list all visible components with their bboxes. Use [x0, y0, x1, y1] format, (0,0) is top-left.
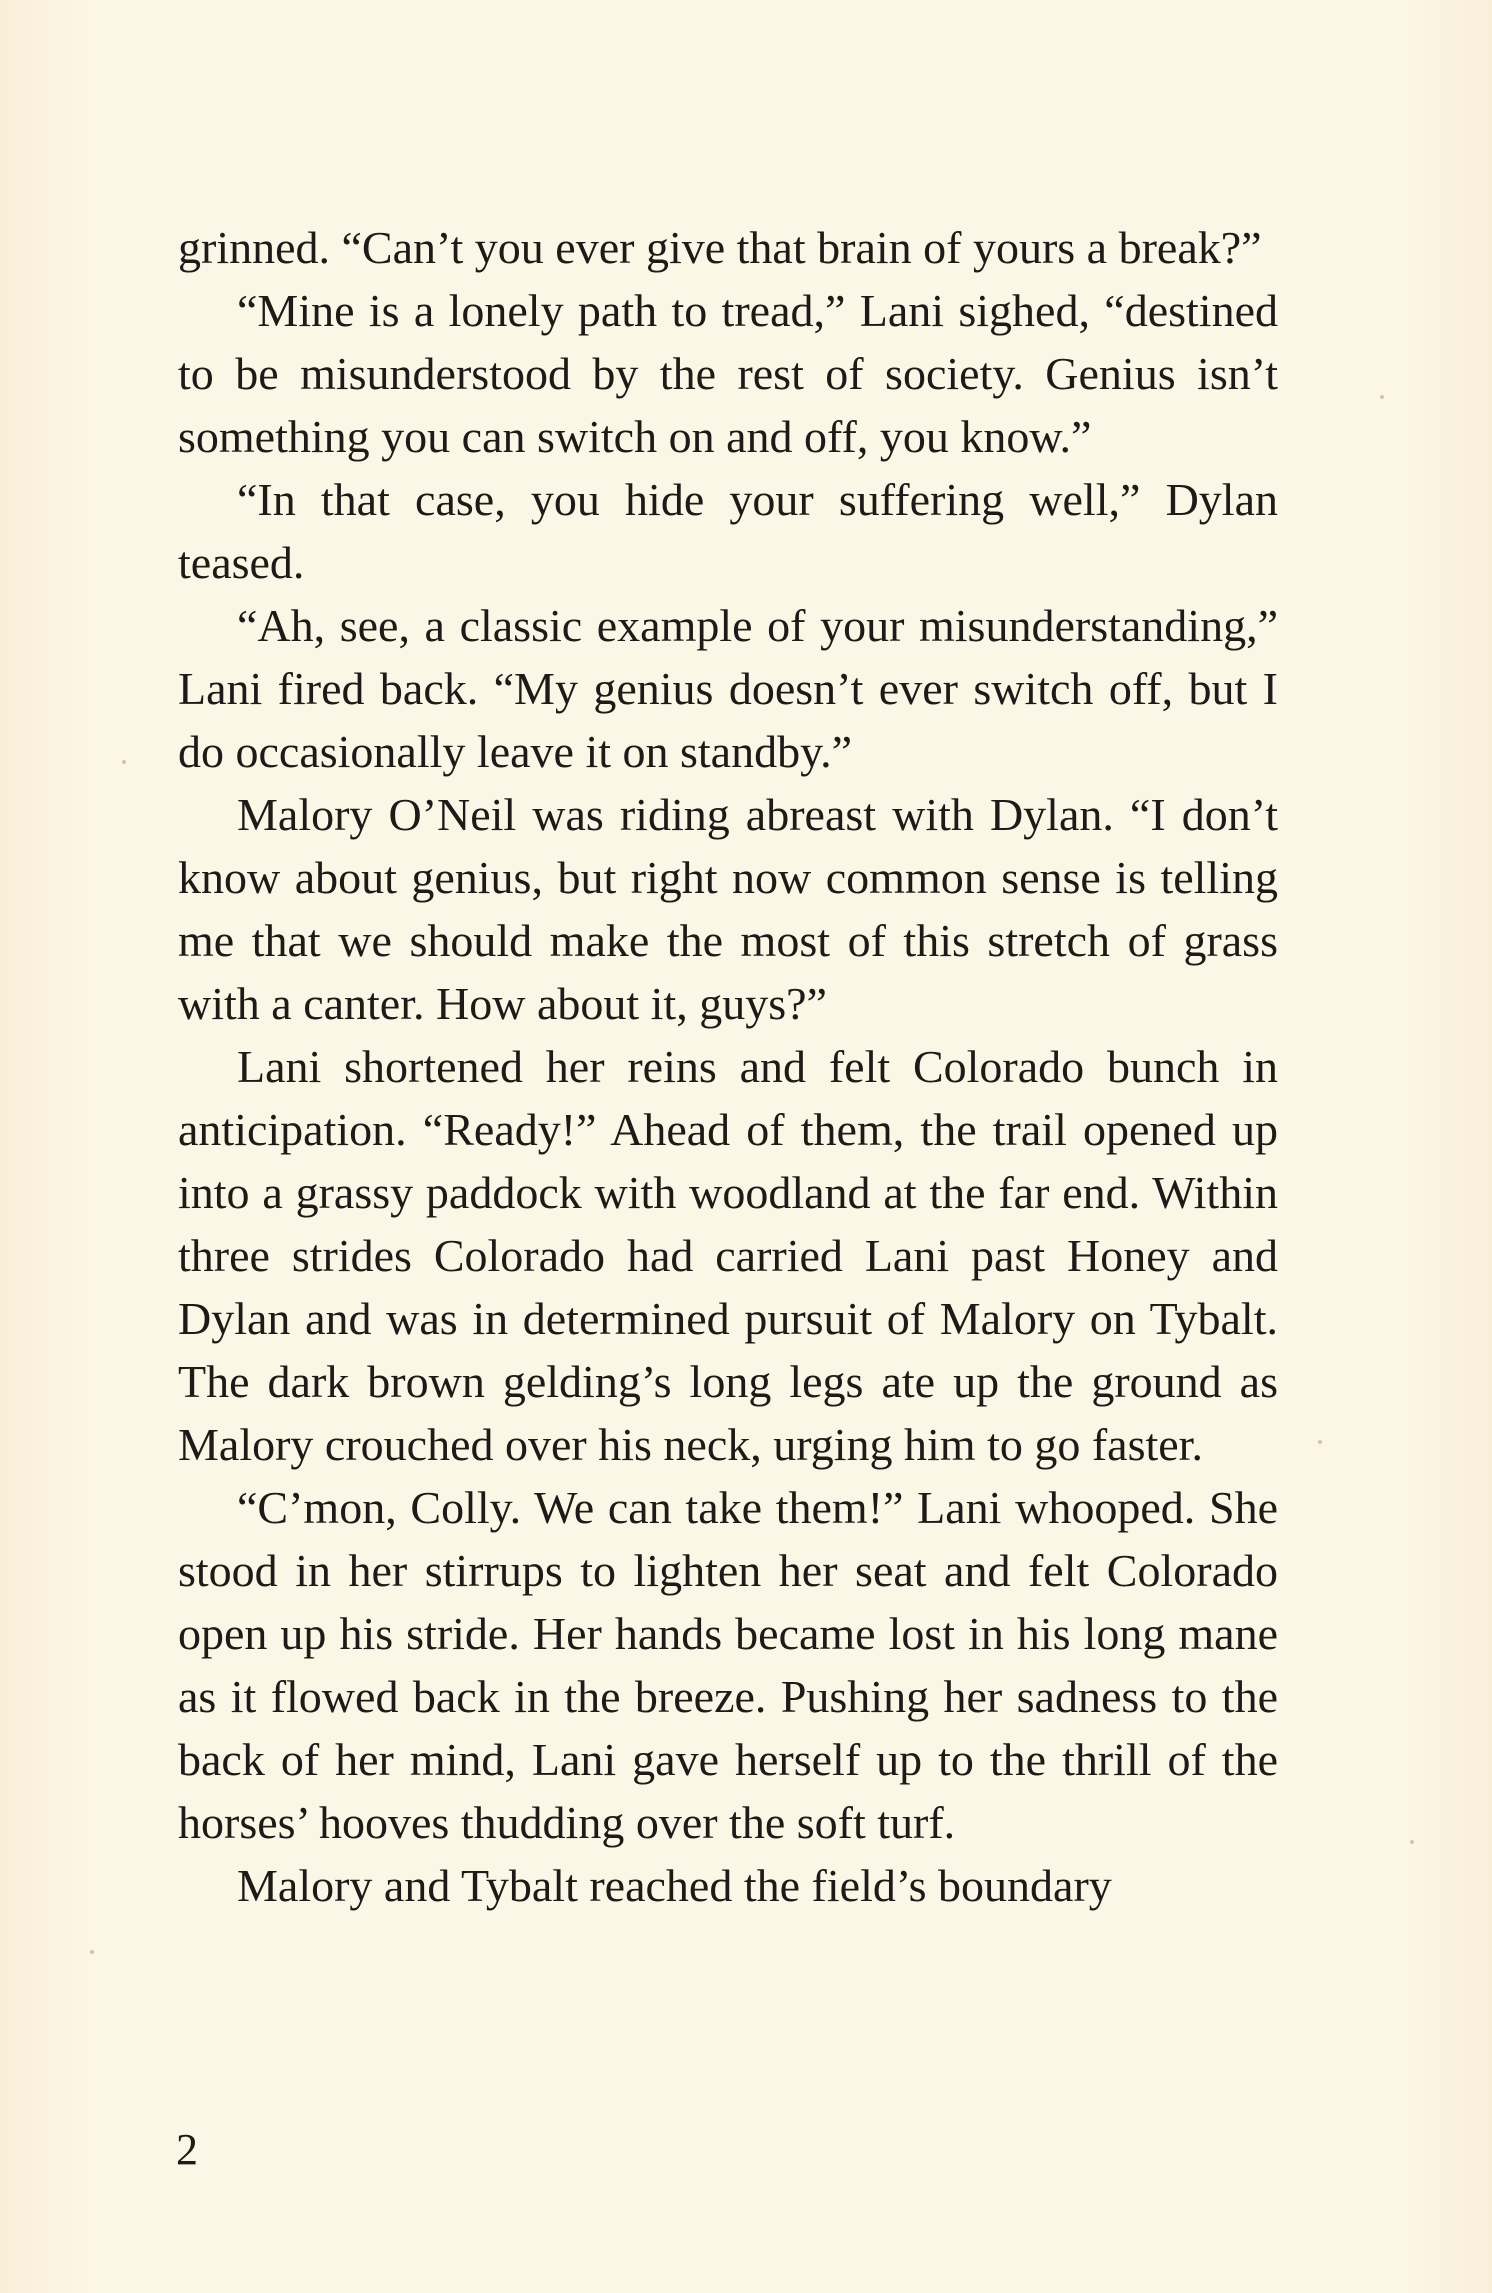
paragraph: “Ah, see, a classic example of your misunderstanding,” Lani fired back. “My genius doesn’t ever switch off, but I do occasionally leave it on standby.” — [178, 600, 1278, 777]
body-text — [178, 216, 1278, 1917]
paper-speck — [1318, 1440, 1322, 1444]
paragraph-continued: grinned. “Can’t you ever give that brain of yours a break?” — [178, 222, 1262, 273]
paragraph: Malory and Tybalt reached the field’s boundary — [237, 1860, 1112, 1911]
paper-speck — [1380, 395, 1384, 399]
paragraph: Malory O’Neil was riding abreast with Dylan. “I don’t know about genius, but right now common sense is telling me that we should make the most of this stretch of grass with a canter. How about it, guys?” — [178, 789, 1278, 1029]
paragraph: “C’mon, Colly. We can take them!” Lani whooped. She stood in her stirrups to lighten her seat and felt Colorado open up his stride. Her hands became lost in his long mane as it flowed back in the breeze. Pushing her sadness to the back of her mind, Lani gave herself up to the thrill of the horses’ hooves thudding over the soft turf. — [178, 1482, 1278, 1848]
paper-speck — [90, 1950, 94, 1954]
paper-speck — [122, 760, 126, 764]
paragraph: “Mine is a lonely path to tread,” Lani sighed, “destined to be misunderstood by the rest of society. Genius isn’t something you can switch on and off, you know.” — [178, 285, 1278, 462]
paper-speck — [1410, 1840, 1414, 1844]
page-number: 2 — [176, 2125, 198, 2174]
paragraph: Lani shortened her reins and felt Colorado bunch in anticipation. “Ready!” Ahead of them, the trail opened up into a grassy paddock with woodland at the far end. Within three strides Colorado had carried Lani past Honey and Dylan and was in determined pursuit of Malory on Tybalt. The dark brown gelding’s long legs ate up the ground as Malory crouched over his neck, urging him to go faster. — [178, 1041, 1278, 1470]
paragraph: “In that case, you hide your suffering well,” Dylan teased. — [178, 474, 1278, 588]
